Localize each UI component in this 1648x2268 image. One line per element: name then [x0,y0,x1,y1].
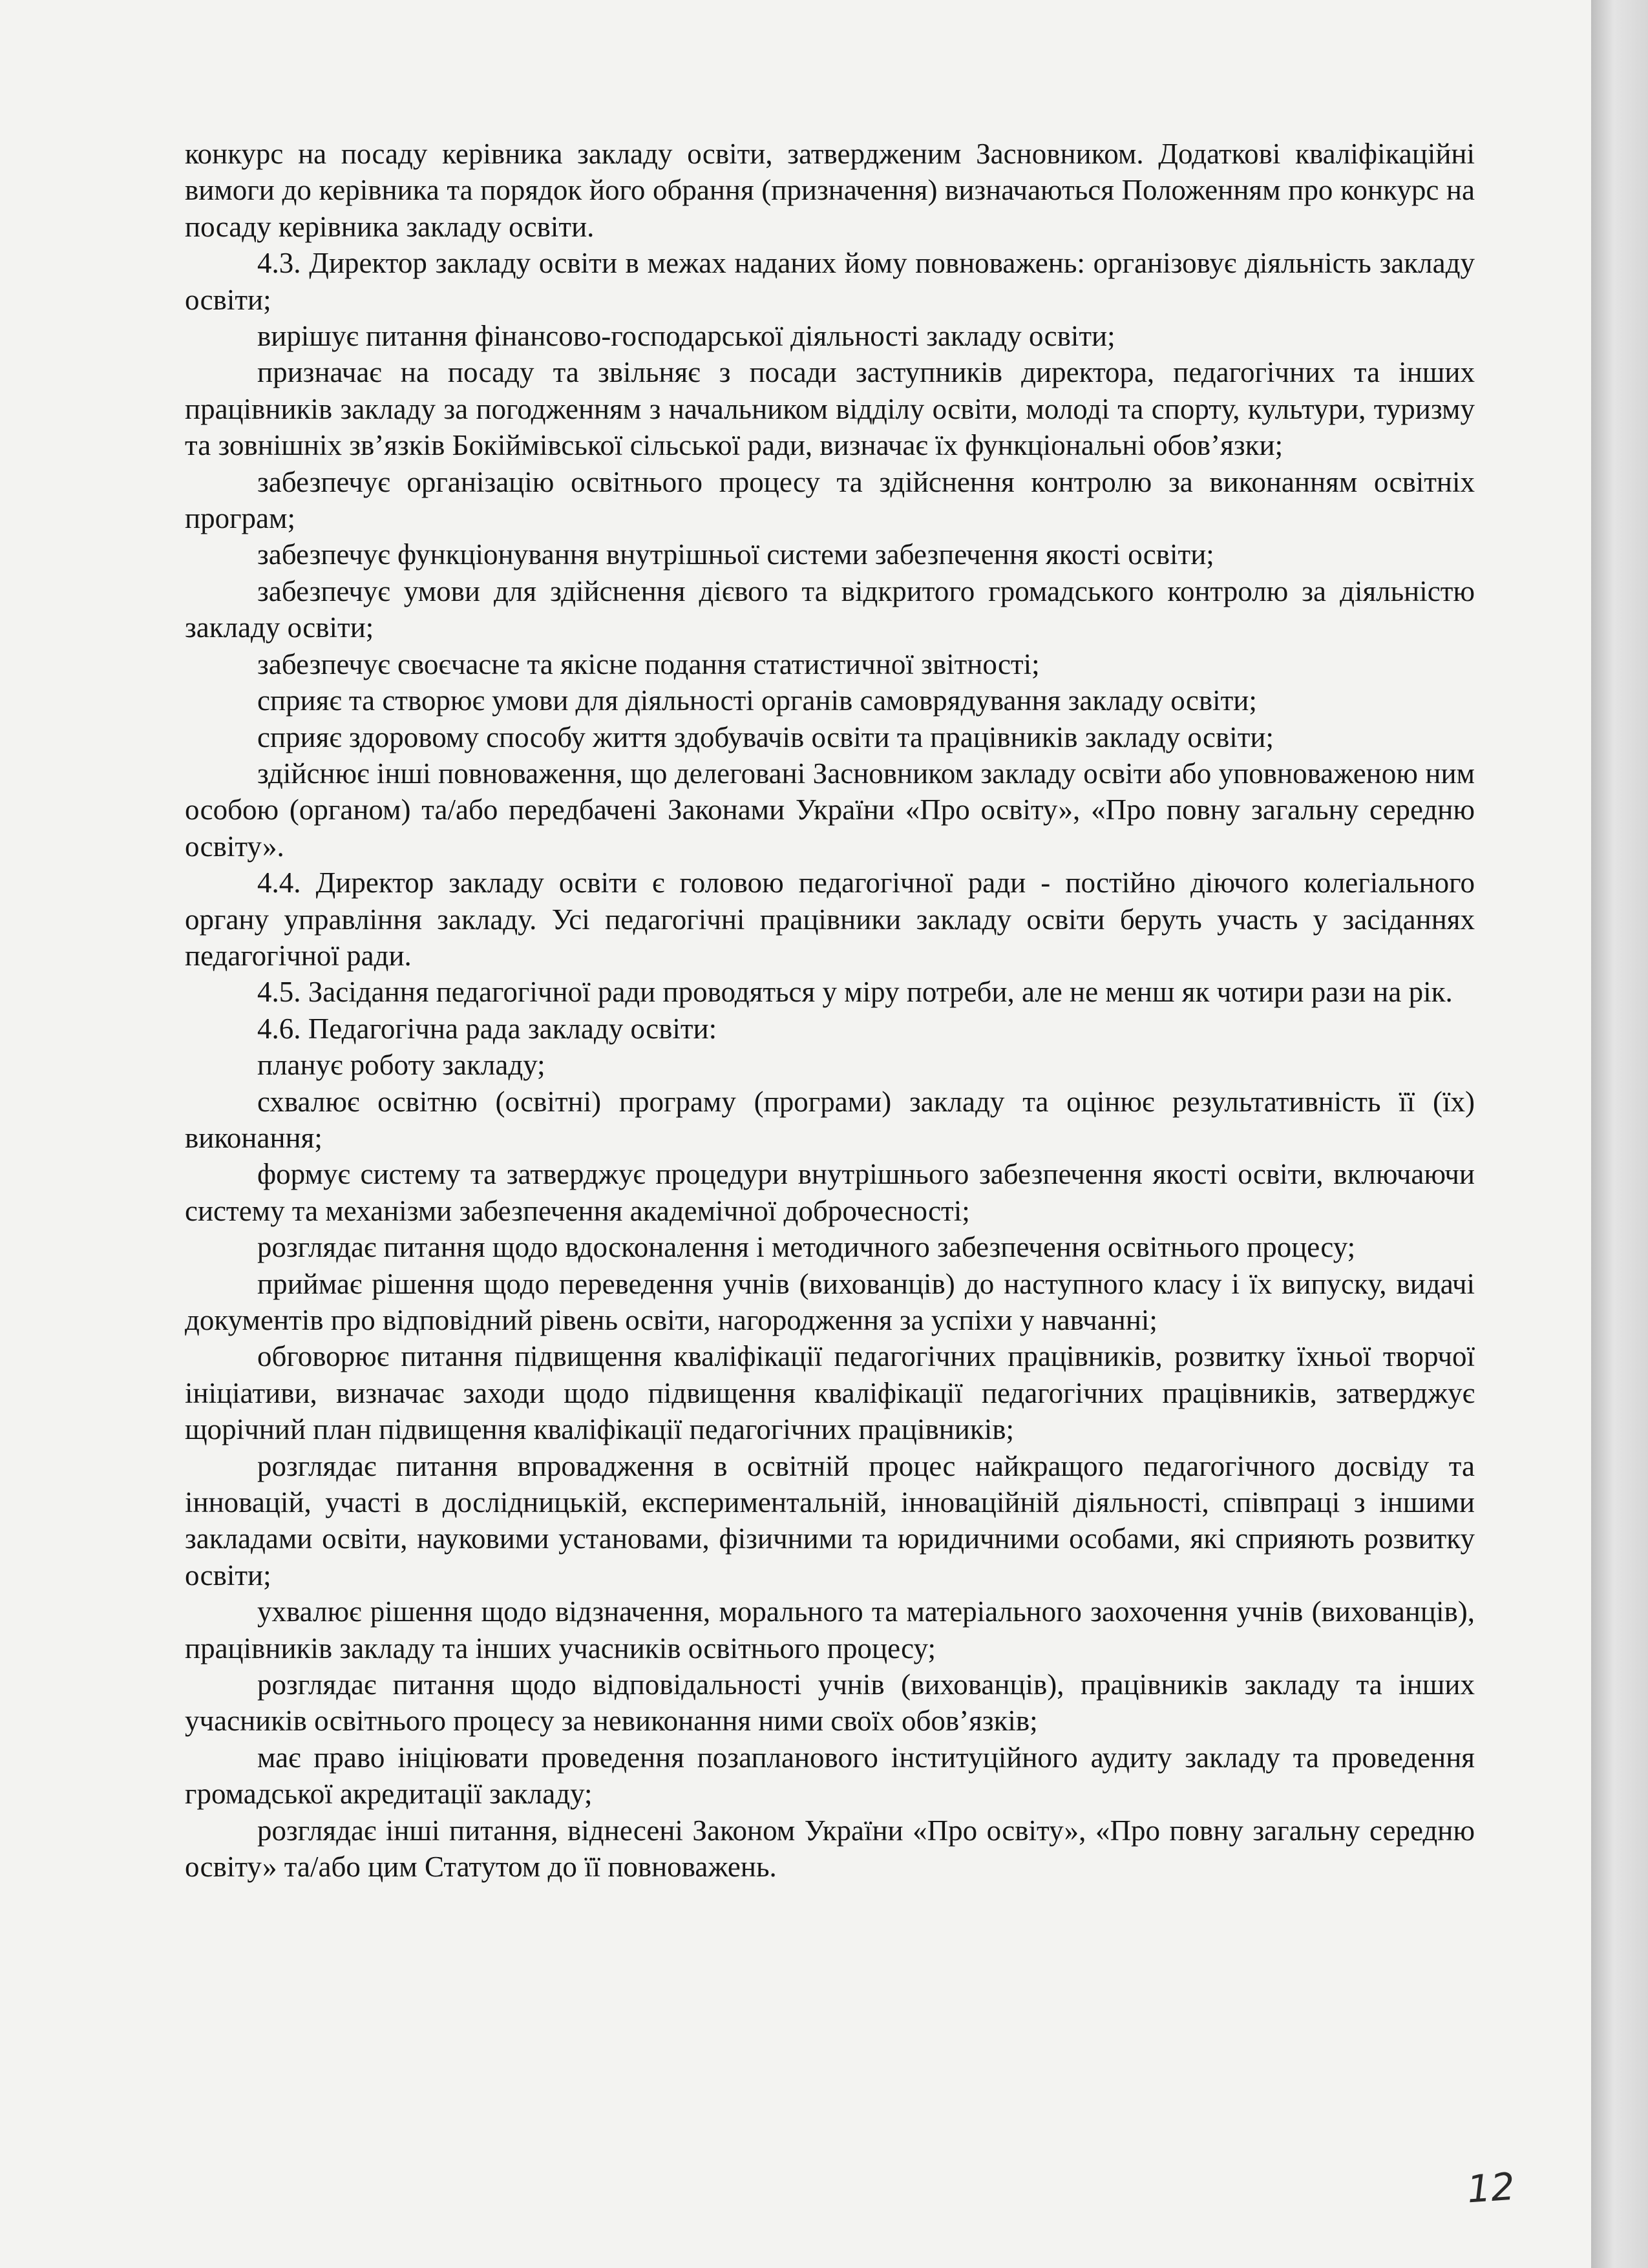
paragraph-4-3: 4.3. Директор закладу освіти в межах наданих йому повноважень: організовує діяльність закладу освіти; [185,247,1475,316]
paragraph-4-6-rewards: ухвалює рішення щодо відзначення, морального та матеріального заохочення учнів (вихованців), працівників закладу та інших учасників освітнього процесу; [185,1595,1475,1664]
paragraph-4-3-healthy-lifestyle: сприяє здоровому способу життя здобувачів освіти та працівників закладу освіти; [257,720,1274,753]
page-number: 12 [1465,2164,1517,2212]
paragraph-4-3-self-government: сприяє та створює умови для діяльності органів самоврядування закладу освіти; [257,684,1257,717]
paragraph-4-3-statistics: забезпечує своєчасне та якісне подання статистичної звітності; [257,647,1040,680]
paragraph-4-6-innovation: розглядає питання впровадження в освітній процес найкращого педагогічного досвіду та інновацій, участі в дослідницькій, експериментальній, інноваційній діяльності, співпраці з іншими закладами освіти, науковими установами, фізичними та юридичними особами, які сприяють розвитку освіти; [185,1449,1475,1591]
paragraph-4-6-student-transfer: приймає рішення щодо переведення учнів (вихованців) до наступного класу і їх випуску, видачі документів про відповідний рівень освіти, нагородження за успіхи у навчанні; [185,1267,1475,1336]
paragraph-4-4: 4.4. Директор закладу освіти є головою педагогічної ради - постійно діючого колегіального органу управління закладу. Усі педагогічні працівники закладу освіти беруть участь у засіданнях педагогічної ради. [185,866,1475,972]
paragraph-4-6-planning: планує роботу закладу; [257,1049,545,1082]
paragraph-4-3-public-control: забезпечує умови для здійснення дієвого та відкритого громадського контролю за діяльністю закладу освіти; [185,574,1475,644]
paragraph-4-3-quality-system: забезпечує функціонування внутрішньої системи забезпечення якості освіти; [257,538,1214,571]
paragraph-4-6-quality-procedures: формує систему та затверджує процедури внутрішнього забезпечення якості освіти, включаючи систему та механізми забезпечення академічної доброчесності; [185,1158,1475,1227]
paragraph-4-3-other-powers: здійснює інші повноваження, що делеговані Засновником закладу освіти або уповноваженою ним особою (органом) та/або передбачені Законами України «Про освіту», «Про повну загальну середню освіту». [185,757,1475,863]
document-text [185,136,1475,1885]
paragraph-4-6-audit: має право ініціювати проведення позапланового інституційного аудиту закладу та проведення громадської акредитації закладу; [185,1741,1475,1811]
paragraph-4-6-methodology: розглядає питання щодо вдосконалення і методичного забезпечення освітнього процесу; [257,1231,1356,1264]
paragraph-4-3-appointment: призначає на посаду та звільняє з посади заступників директора, педагогічних та інших працівників закладу за погодженням з начальником відділу освіти, молоді та спорту, культури, туризму та зовнішніх зв’язків Бокіймівської сільської ради, визначає їх функціональні обов’язки; [185,356,1475,462]
paragraph-4-3-educational-process: забезпечує організацію освітнього процесу та здійснення контролю за виконанням освітніх програм; [185,465,1475,535]
scan-edge [1591,0,1648,2268]
paragraph-4-6: 4.6. Педагогічна рада закладу освіти: [257,1012,717,1045]
paragraph-4-6-responsibility: розглядає питання щодо відповідальності учнів (вихованців), працівників закладу та інших учасників освітнього процесу за невиконання ними своїх обов’язків; [185,1668,1475,1738]
paragraph-4-6-qualification: обговорює питання підвищення кваліфікації педагогічних працівників, розвитку їхньої творчої ініціативи, визначає заходи щодо підвищення кваліфікації педагогічних працівників, затверджує щорічний план підвищення кваліфікації педагогічних працівників; [185,1340,1475,1446]
paragraph-4-6-other-issues: розглядає інші питання, віднесені Законом України «Про освіту», «Про повну загальну середню освіту» та/або цим Статутом до її повноважень. [185,1814,1475,1884]
paragraph-continuation: конкурс на посаду керівника закладу освіти, затвердженим Засновником. Додаткові кваліфікаційні вимоги до керівника та порядок його обрання (призначення) визначаються Положенням про конкурс на посаду керівника закладу освіти. [185,138,1475,243]
paragraph-4-6-program: схвалює освітню (освітні) програму (програми) закладу та оцінює результативність її (їх) виконання; [185,1085,1475,1154]
paragraph-4-3-financial: вирішує питання фінансово-господарської діяльності закладу освіти; [257,320,1115,353]
paragraph-4-5: 4.5. Засідання педагогічної ради проводяться у міру потреби, але не менш як чотири рази на рік. [257,976,1453,1009]
